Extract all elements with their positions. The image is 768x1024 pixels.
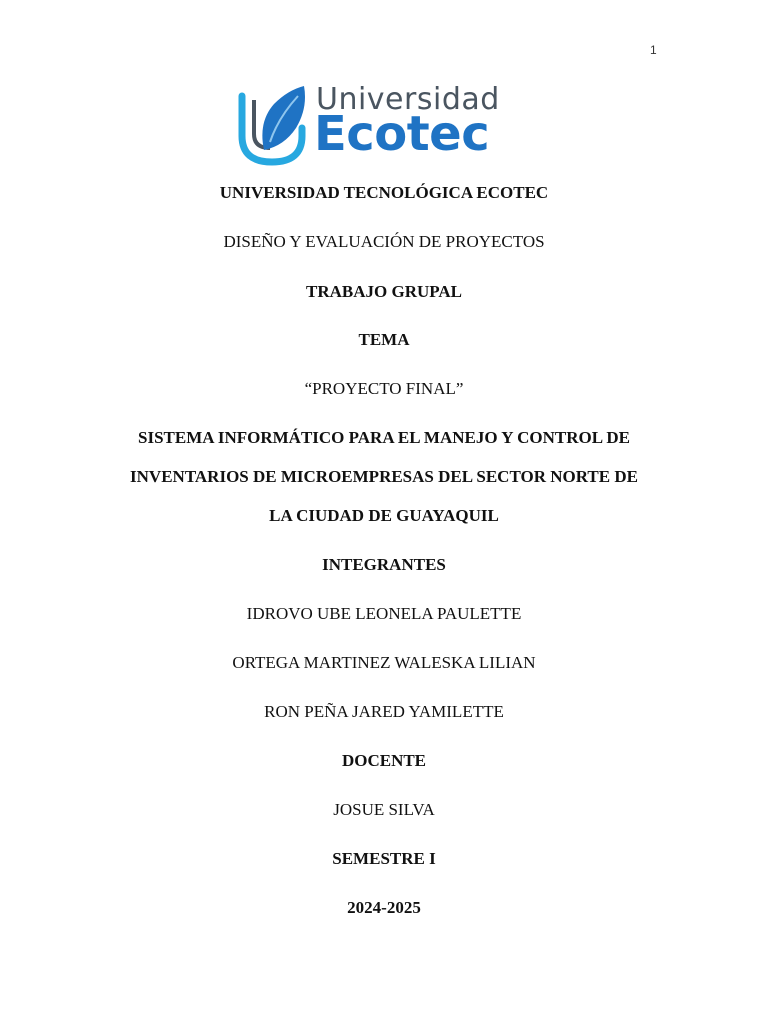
university-logo (238, 84, 528, 168)
logo-text-universidad: Universidad (316, 82, 500, 117)
project-title-line-1: SISTEMA INFORMÁTICO PARA EL MANEJO Y CONTROL DE (138, 428, 630, 447)
academic-period: 2024-2025 (347, 898, 421, 917)
teacher-label: DOCENTE (341, 751, 427, 770)
tema-label: TEMA (358, 330, 410, 349)
member-1: IDROVO UBE LEONELA PAULETTE (246, 604, 522, 623)
member-3: RON PEÑA JARED YAMILETTE (264, 702, 504, 721)
teacher-name: JOSUE SILVA (333, 800, 435, 819)
members-label: INTEGRANTES (322, 555, 446, 574)
page-number: 1 (650, 43, 657, 57)
subject-name: DISEÑO Y EVALUACIÓN DE PROYECTOS (223, 232, 545, 251)
tema-value: “PROYECTO FINAL” (304, 379, 464, 398)
project-title-line-2: INVENTARIOS DE MICROEMPRESAS DEL SECTOR NORTE DE (130, 467, 638, 486)
project-title-line-3: LA CIUDAD DE GUAYAQUIL (269, 506, 499, 525)
logo-text-ecotec: Ecotec (314, 106, 490, 162)
ecotec-emblem-icon (238, 84, 310, 168)
work-type: TRABAJO GRUPAL (306, 282, 462, 301)
member-2: ORTEGA MARTINEZ WALESKA LILIAN (232, 653, 536, 672)
university-name: UNIVERSIDAD TECNOLÓGICA ECOTEC (219, 183, 549, 202)
semester: SEMESTRE I (332, 849, 436, 868)
